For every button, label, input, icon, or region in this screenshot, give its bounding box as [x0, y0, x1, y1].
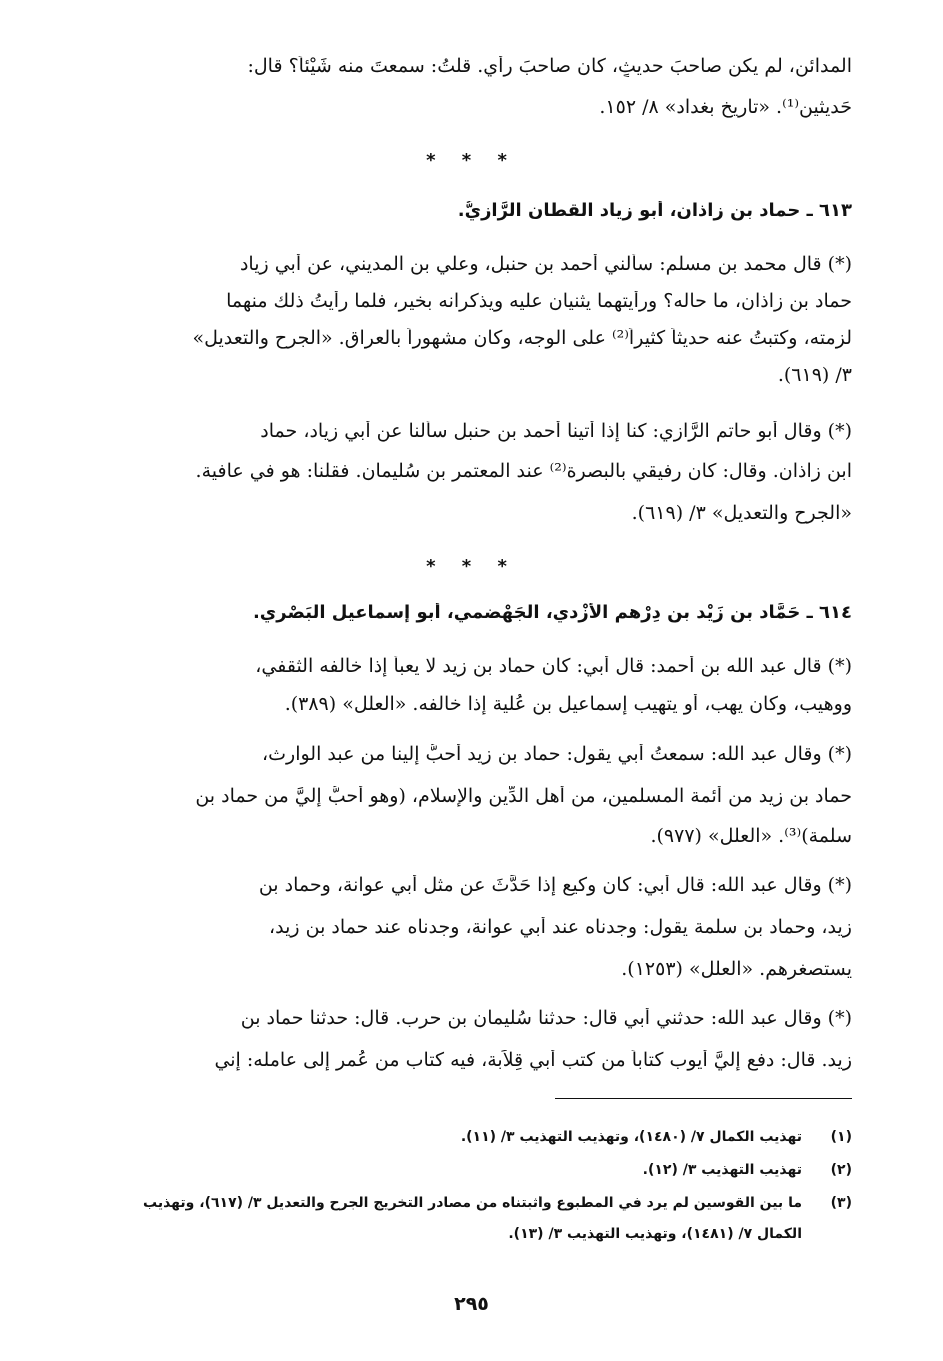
text-line: (*) وقال أبو حاتم الرَّازي: كنا إذا أتينا أحمد بن حنبل سألنا عن أبي زياد، حماد	[260, 421, 852, 442]
section-separator: * * *	[426, 150, 517, 171]
footnote-number: (٣)	[830, 1196, 852, 1211]
text-line: يستصغرهم. «العلل» (١٢٥٣).	[621, 959, 852, 980]
text-line: (*) قال محمد بن مسلم: سألني أحمد بن حنبل، وعلي بن المديني، عن أبي زياد	[239, 254, 852, 275]
text-line: حماد بن زاذان، ما حاله؟ ورأيتهما يثنيان عليه ويذكرانه بخير، فلما رأيتُ ذلك منهما	[226, 291, 852, 312]
text-line: (*) وقال عبد الله: قال أبي: كان وكيع إذا حَدَّثَ عن مثل أبي عوانة، وحماد بن	[258, 875, 852, 896]
text-line: حَديثين⁽¹⁾. «تاريخ بغداد» ٨/ ١٥٢.	[599, 97, 852, 118]
text-line: (*) قال عبد الله بن أحمد: قال أبي: كان حماد بن زيد لا يعبأ إذا خالفه الثقفي،	[255, 656, 852, 677]
text-line: «الجرح والتعديل» ٣/ (٦١٩).	[631, 503, 852, 524]
page-number: ٢٩٥	[454, 1293, 489, 1315]
text-line: ٣/ (٦١٩).	[777, 365, 852, 386]
text-line: (*) وقال عبد الله: سمعتُ أبي يقول: حماد بن زيد أحبُّ إلينا من عبد الوارث،	[262, 744, 852, 765]
text-line: حماد بن زيد من أئمة المسلمين، من أهل الدِّين والإسلام، (وهو أحبُّ إليَّ من حماد بن	[195, 786, 852, 807]
entry-title: ٦١٤ ـ حَمَّاد بن زَيْد بن دِرْهم الأَزْدي، الجَهْضمي، أبو إسماعيل البَصْري.	[252, 603, 852, 623]
footnote-text: ما بين القوسين لم يرد في المطبوع وأثبتناه من مصادر التخريج الجرح والتعديل ٣/ (٦١٧)، وتهذيب	[143, 1196, 802, 1211]
text-line: زيد. قال: دفع إليَّ أيوب كتاباً من كتب أبي قِلاَبة، فيه كتاب من عُمر إلى عامله: إني	[214, 1050, 852, 1071]
text-line: المدائن، لم يكن صاحبَ حديثٍ، كان صاحبَ رأيٍ. قلتُ: سمعتَ منه شَيْئاً؟ قال:	[247, 56, 852, 77]
footnote-2	[72, 1163, 852, 1181]
footnote-3	[72, 1196, 852, 1214]
footnote-text: تهذيب التهذيب ٣/ (١٢).	[642, 1163, 802, 1178]
text-line: (*) وقال عبد الله: حدثني أبي قال: حدثنا سُليمان بن حرب. قال: حدثنا حماد بن	[240, 1008, 852, 1029]
text-line: ابن زاذان. وقال: كان رفيقي بالبصرة⁽²⁾ عند المعتمر بن سُليمان. فقلنا: هو في عافية.	[195, 461, 852, 482]
section-separator: * * *	[426, 556, 517, 577]
text-line: سلمة)⁽³⁾. «العلل» (٩٧٧).	[650, 826, 852, 847]
footnote-text: تهذيب الكمال ٧/ (١٤٨٠)، وتهذيب التهذيب ٣/ (١١).	[460, 1130, 802, 1145]
text-line: لزمته، وكتبتُ عنه حديثاً كثيراً⁽²⁾ على الوجه، وكان مشهوراً بالعراق. «الجرح والتعديل»	[192, 328, 852, 349]
footnote-number: (١)	[830, 1130, 852, 1145]
footnote-rule	[555, 1098, 852, 1099]
footnote-1	[72, 1130, 852, 1148]
text-line: ووهيب، وكان يهب، أو يتهيب إسماعيل بن عُلية إذا خالفه. «العلل» (٣٨٩).	[284, 694, 852, 715]
entry-title: ٦١٣ ـ حماد بن زاذان، أبو زياد القطان الرَّازيُّ.	[457, 201, 852, 221]
footnote-text: الكمال ٧/ (١٤٨١)، وتهذيب التهذيب ٣/ (١٣).	[508, 1227, 802, 1242]
text-line: زيد، وحماد بن سلمة يقول: وجدناه عند أبي عوانة، وجدناه عند حماد بن زيد،	[269, 917, 852, 938]
footnote-3-continued	[72, 1227, 852, 1245]
footnote-number: (٢)	[830, 1163, 852, 1178]
